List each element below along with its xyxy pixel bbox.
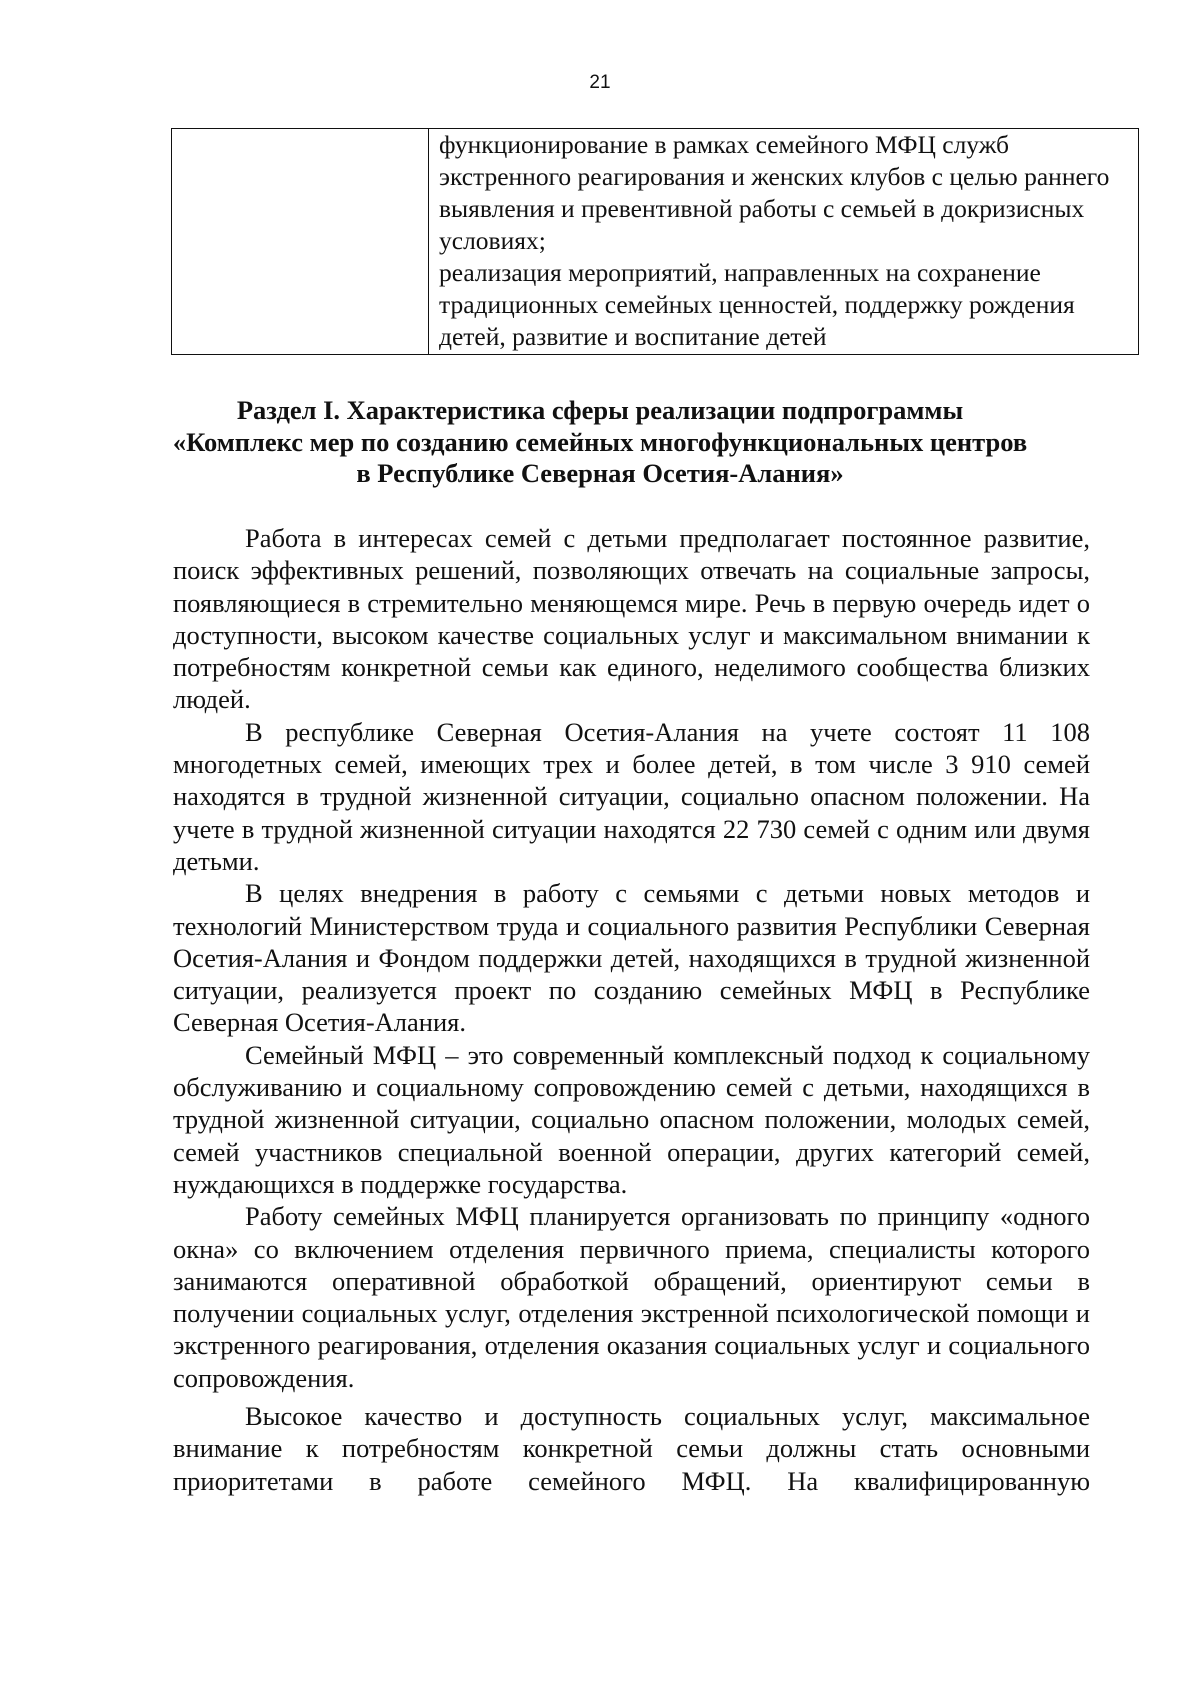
table-cell-paragraph: реализация мероприятий, направленных на сохранение традиционных семейных ценностей, поддержку рождения детей, развитие и воспитание детей	[439, 258, 1075, 351]
table-row	[172, 129, 1139, 355]
page-number: 21	[589, 72, 611, 93]
body-paragraph: В целях внедрения в работу с семьями с детьми новых методов и технологий Министерством труда и социального развития Республики Северная Осетия-Алания и Фондом поддержки детей, находящихся в трудной жизненной ситуации, реализуется проект по созданию семейных МФЦ в Республике Северная Осетия-Алания.	[173, 878, 1090, 1038]
table-cell-empty	[172, 129, 429, 355]
table-cell-paragraph: функционирование в рамках семейного МФЦ служб экстренного реагирования и женских клубов с целью раннего выявления и превентивной работы с семьей в докризисных условиях;	[439, 130, 1110, 255]
section-heading-line: в Республике Северная Осетия-Алания»	[356, 458, 844, 488]
section-heading	[150, 395, 1050, 490]
body-paragraph: Высокое качество и доступность социальных услуг, максимальное внимание к потребностям конкретной семьи должны стать основными приоритетами в работе семейного МФЦ. На квалифицированную	[173, 1401, 1090, 1496]
table-cell-content	[429, 129, 1139, 355]
body-paragraph: Работа в интересах семей с детьми предполагает постоянное развитие, поиск эффективных решений, позволяющих отвечать на социальные запросы, появляющиеся в стремительно меняющемся мире. Речь в первую очередь идет о доступности, высоком качестве социальных услуг и максимальном внимании к потребностям конкретной семьи как единого, неделимого сообщества близких людей.	[173, 523, 1090, 715]
section-heading-line: Раздел I. Характеристика сферы реализации подпрограммы	[236, 395, 964, 425]
continuation-table	[171, 128, 1139, 355]
section-heading-line: «Комплекс мер по созданию семейных многофункциональных центров	[172, 426, 1028, 457]
body-paragraph: В республике Северная Осетия-Алания на учете состоят 11 108 многодетных семей, имеющих трех и более детей, в том числе 3 910 семей находятся в трудной жизненной ситуации, социально опасном положении. На учете в трудной жизненной ситуации находятся 22 730 семей с одним или двумя детьми.	[173, 716, 1090, 876]
body-paragraph: Работу семейных МФЦ планируется организовать по принципу «одного окна» со включением отделения первичного приема, специалисты которого занимаются оперативной обработкой обращений, ориентируют семьи в получении социальных услуг, отделения экстренной психологической помощи и экстренного реагирования, отделения оказания социальных услуг и социального сопровождения.	[173, 1201, 1090, 1393]
body-paragraph: Семейный МФЦ – это современный комплексный подход к социальному обслуживанию и социальному сопровождению семей с детьми, находящихся в трудной жизненной ситуации, социально опасном положении, молодых семей, семей участников специальной военной операции, других категорий семей, нуждающихся в поддержке государства.	[173, 1039, 1090, 1199]
body-text	[173, 522, 1090, 1497]
